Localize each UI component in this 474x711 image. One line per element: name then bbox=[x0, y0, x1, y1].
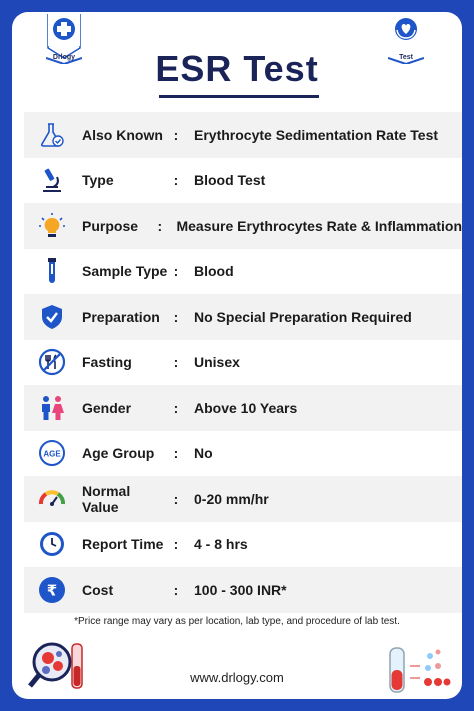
row-value: Blood Test bbox=[194, 172, 266, 189]
website-link[interactable]: www.drlogy.com bbox=[190, 670, 284, 685]
row-value: 4 - 8 hrs bbox=[194, 536, 248, 553]
row-value: Blood bbox=[194, 263, 234, 280]
test-tube-icon bbox=[38, 257, 66, 285]
row-separator: : bbox=[173, 263, 179, 280]
title-underline bbox=[159, 95, 319, 98]
row-separator: : bbox=[173, 126, 179, 143]
row-label: Also Known bbox=[82, 126, 163, 143]
lightbulb-icon bbox=[38, 212, 66, 240]
row-value: Erythrocyte Sedimentation Rate Test bbox=[194, 126, 439, 143]
test-badge-label: Test bbox=[399, 54, 413, 61]
info-table bbox=[24, 112, 462, 613]
row-label: Age Group bbox=[82, 445, 155, 462]
row-report-time bbox=[24, 522, 462, 568]
age-icon bbox=[38, 439, 66, 467]
row-age-group bbox=[24, 431, 462, 477]
row-fasting bbox=[24, 340, 462, 386]
rupee-icon bbox=[38, 576, 66, 604]
no-food-icon bbox=[38, 348, 66, 376]
row-separator: : bbox=[173, 399, 179, 416]
row-sample-type bbox=[24, 249, 462, 295]
microscope-icon bbox=[38, 166, 66, 194]
row-also-known bbox=[24, 112, 462, 158]
row-separator: : bbox=[157, 217, 163, 234]
row-normal-value bbox=[24, 476, 462, 522]
row-value: Above 10 Years bbox=[194, 399, 298, 416]
row-value: No Special Preparation Required bbox=[194, 308, 412, 325]
row-label: Fasting bbox=[82, 354, 132, 371]
price-footnote: *Price range may vary as per location, lab type, and procedure of lab test. bbox=[74, 616, 400, 627]
row-separator: : bbox=[173, 445, 179, 462]
row-label: Gender bbox=[82, 399, 132, 416]
row-separator: : bbox=[173, 581, 179, 598]
row-purpose bbox=[24, 203, 462, 249]
row-cost bbox=[24, 567, 462, 613]
brand-name: Drlogy bbox=[52, 54, 76, 61]
gauge-icon bbox=[38, 485, 66, 513]
row-separator: : bbox=[173, 354, 179, 371]
clock-icon bbox=[38, 530, 66, 558]
row-separator: : bbox=[173, 490, 179, 507]
row-label: Cost bbox=[82, 581, 114, 598]
magnifier-cells-icon bbox=[28, 640, 88, 692]
row-label: Normal Value bbox=[82, 482, 131, 515]
row-value: 0-20 mm/hr bbox=[194, 490, 269, 507]
row-label: Preparation bbox=[82, 308, 160, 325]
blood-sample-illustration-icon bbox=[386, 644, 452, 696]
row-value: 100 - 300 INR* bbox=[194, 581, 287, 598]
gender-icon bbox=[38, 394, 66, 422]
row-value: No bbox=[194, 445, 213, 462]
shield-check-icon bbox=[38, 303, 66, 331]
age-icon-text: AGE bbox=[43, 449, 61, 459]
row-label: Sample Type bbox=[82, 263, 168, 280]
row-gender bbox=[24, 385, 462, 431]
info-card bbox=[12, 12, 462, 699]
row-preparation bbox=[24, 294, 462, 340]
flask-icon bbox=[38, 121, 66, 149]
row-label: Type bbox=[82, 172, 114, 189]
row-value: Measure Erythrocytes Rate & Inflammation bbox=[176, 217, 462, 234]
page-title: ESR Test bbox=[155, 48, 319, 89]
row-label: Purpose bbox=[82, 217, 139, 234]
row-separator: : bbox=[173, 536, 179, 553]
rupee-symbol: ₹ bbox=[46, 581, 58, 600]
row-separator: : bbox=[173, 308, 179, 325]
row-label: Report Time bbox=[82, 536, 164, 553]
row-type bbox=[24, 158, 462, 204]
row-value: Unisex bbox=[194, 354, 240, 371]
row-separator: : bbox=[173, 172, 179, 189]
